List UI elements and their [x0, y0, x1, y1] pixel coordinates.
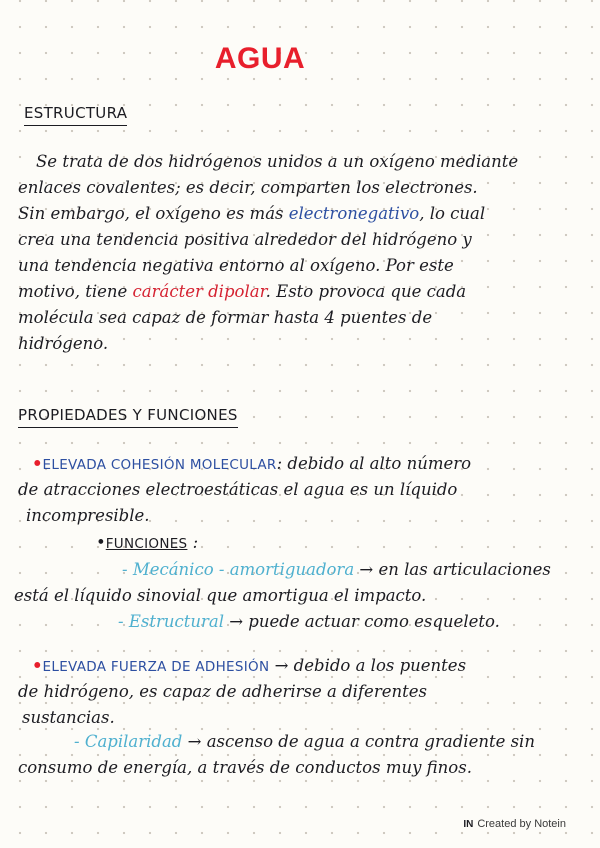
text-segment: motivo, tiene: [18, 282, 128, 301]
text-segment: Sin embargo, el oxígeno es más: [18, 204, 284, 223]
text-line: [18, 282, 466, 301]
text-line: enlaces covalentes; es decir, comparten los electrones.: [18, 178, 478, 197]
text-line: molécula sea capaz de formar hasta 4 puentes de: [18, 308, 433, 327]
function-label: - Estructural: [118, 612, 224, 631]
text-line: [32, 656, 466, 675]
text-line: [18, 204, 485, 223]
text-line: de hidrógeno, es capaz de adherirse a diferentes: [18, 682, 427, 701]
watermark-text: Created by Notein: [477, 818, 566, 830]
app-watermark: [463, 818, 566, 830]
text-line: hidrógeno.: [18, 334, 109, 353]
text-line: una tendencia negativa entorno al oxígeno. Por este: [18, 256, 454, 275]
text-segment: → en las articulaciones: [354, 560, 551, 579]
text-segment: :: [192, 533, 199, 552]
text-segment: → ascenso de agua a contra gradiente sin: [182, 732, 535, 751]
text-line: crea una tendencia positiva alrededor del hidrógeno y: [18, 230, 472, 249]
section-heading-propiedades: PROPIEDADES Y FUNCIONES: [18, 406, 238, 428]
highlight-term: electronegativo: [288, 204, 420, 223]
property-title: ELEVADA FUERZA DE ADHESIÓN: [42, 659, 270, 675]
property-title: ELEVADA COHESIÓN MOLECULAR: [42, 457, 277, 473]
notein-logo-icon: IN: [463, 818, 474, 830]
text-line: sustancias.: [22, 708, 115, 727]
text-line: [96, 533, 198, 552]
bullet-icon: •: [96, 533, 106, 552]
text-line: incompresible.: [26, 506, 150, 525]
funciones-label: FUNCIONES: [105, 536, 188, 552]
function-label: - Mecánico - amortiguadora: [122, 560, 355, 579]
text-line: [32, 454, 471, 473]
bullet-icon: •: [32, 454, 43, 473]
text-line: Se trata de dos hidrógenos unidos a un oxígeno mediante: [36, 152, 519, 171]
bullet-icon: •: [32, 656, 43, 675]
page-title: AGUA: [214, 42, 306, 75]
text-line: está el líquido sinovial que amortigua el impacto.: [14, 586, 427, 605]
text-segment: debido al alto número: [282, 454, 472, 473]
function-label: - Capilaridad: [74, 732, 183, 751]
text-line: consumo de energía, a través de conductos muy finos.: [18, 758, 472, 777]
text-segment: . Esto provoca que cada: [265, 282, 467, 301]
text-line: [118, 612, 500, 631]
highlight-term: carácter dipolar: [132, 282, 266, 301]
text-segment: → puede actuar como esqueleto.: [223, 612, 500, 631]
text-line: [122, 560, 551, 579]
text-segment: → debido a los puentes: [269, 656, 467, 675]
text-line: [74, 732, 535, 751]
section-heading-estructura: ESTRUCTURA: [24, 104, 127, 126]
text-line: de atracciones electroestáticas el agua es un líquido: [18, 480, 458, 499]
text-segment: :: [276, 454, 283, 473]
text-segment: , lo cual: [419, 204, 486, 223]
